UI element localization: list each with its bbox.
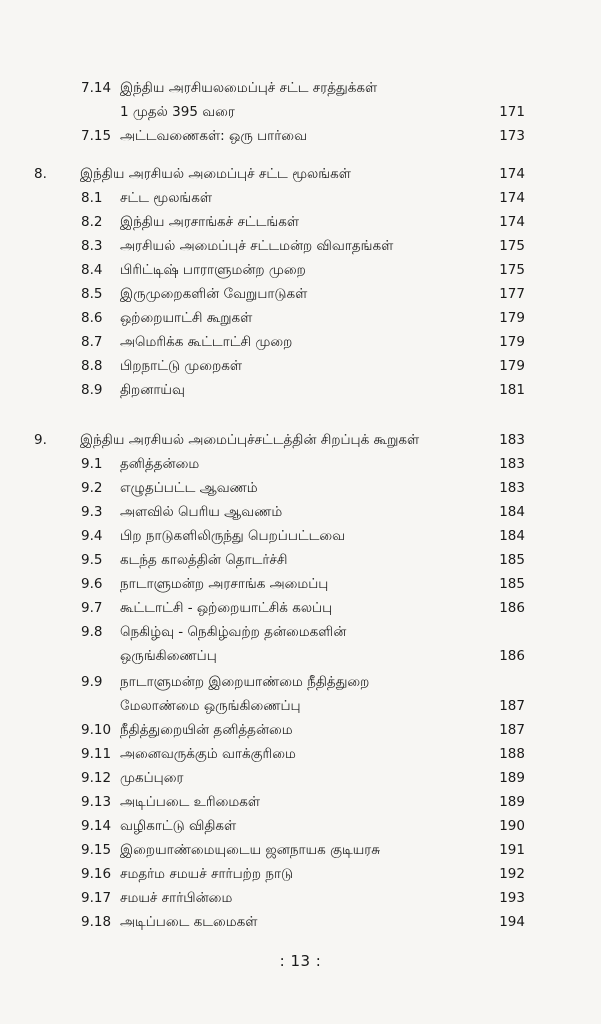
toc-entry-9-6 bbox=[0, 572, 601, 596]
entry-title: அடிப்படை உரிமைகள் bbox=[120, 794, 261, 810]
toc-entry-9-16 bbox=[0, 862, 601, 886]
entry-number: 9.10 bbox=[81, 722, 112, 738]
entry-number: 7.15 bbox=[81, 128, 112, 144]
entry-page: 185 bbox=[499, 576, 525, 592]
entry-page: 187 bbox=[499, 722, 525, 738]
toc-entry-9-14 bbox=[0, 814, 601, 838]
entry-number: 8.5 bbox=[81, 286, 103, 302]
entry-title: கடந்த காலத்தின் தொடர்ச்சி bbox=[120, 552, 288, 568]
chapter-number: 9. bbox=[34, 432, 47, 448]
entry-title: சட்ட மூலங்கள் bbox=[120, 190, 213, 206]
entry-page: 186 bbox=[499, 648, 525, 664]
entry-number: 9.12 bbox=[81, 770, 112, 786]
entry-number: 9.18 bbox=[81, 914, 112, 930]
entry-number: 9.2 bbox=[81, 480, 103, 496]
entry-title: பிரிட்டிஷ் பாராளுமன்ற முறை bbox=[120, 262, 306, 278]
chapter-page: 174 bbox=[499, 166, 525, 182]
entry-number: 8.9 bbox=[81, 382, 103, 398]
entry-page: 183 bbox=[499, 456, 525, 472]
entry-title: நாடாளுமன்ற அரசாங்க அமைப்பு bbox=[120, 576, 329, 592]
entry-number: 8.1 bbox=[81, 190, 103, 206]
entry-title: இறையாண்மையுடைய ஜனநாயக குடியரசு bbox=[120, 842, 381, 858]
toc-entry-9-5 bbox=[0, 548, 601, 572]
toc-entry-7-14 bbox=[0, 76, 601, 100]
toc-entry-8-5 bbox=[0, 282, 601, 306]
entry-number: 9.8 bbox=[81, 624, 103, 640]
entry-page: 177 bbox=[499, 286, 525, 302]
toc-entry-9-12 bbox=[0, 766, 601, 790]
entry-number: 9.5 bbox=[81, 552, 103, 568]
entry-page: 175 bbox=[499, 262, 525, 278]
entry-page: 185 bbox=[499, 552, 525, 568]
toc-entry-9-18 bbox=[0, 910, 601, 934]
entry-title: சமதர்ம சமயச் சார்பற்ற நாடு bbox=[120, 866, 294, 882]
entry-title: அட்டவணைகள்: ஒரு பார்வை bbox=[120, 128, 307, 144]
entry-title: அமெரிக்க கூட்டாட்சி முறை bbox=[120, 334, 293, 350]
entry-page: 173 bbox=[499, 128, 525, 144]
entry-title: திறனாய்வு bbox=[120, 382, 185, 398]
entry-number: 9.13 bbox=[81, 794, 112, 810]
entry-page: 193 bbox=[499, 890, 525, 906]
entry-title: 1 முதல் 395 வரை bbox=[120, 104, 235, 120]
entry-number: 9.15 bbox=[81, 842, 112, 858]
toc-entry-7-15 bbox=[0, 124, 601, 148]
entry-number: 9.17 bbox=[81, 890, 112, 906]
toc-entry-9-13 bbox=[0, 790, 601, 814]
chapter-title: இந்திய அரசியல் அமைப்புச்சட்டத்தின் சிறப்புக் கூறுகள் bbox=[80, 432, 420, 448]
toc-entry-9-7 bbox=[0, 596, 601, 620]
entry-page: 187 bbox=[499, 698, 525, 714]
entry-number: 9.4 bbox=[81, 528, 103, 544]
entry-number: 9.1 bbox=[81, 456, 103, 472]
toc-entry-9-15 bbox=[0, 838, 601, 862]
entry-number: 9.6 bbox=[81, 576, 103, 592]
entry-number: 9.9 bbox=[81, 674, 103, 690]
entry-page: 192 bbox=[499, 866, 525, 882]
entry-title: ஒருங்கிணைப்பு bbox=[120, 648, 217, 664]
entry-title: அளவில் பெரிய ஆவணம் bbox=[120, 504, 283, 520]
entry-title: இந்திய அரசாங்கச் சட்டங்கள் bbox=[120, 214, 300, 230]
toc-entry-8-4 bbox=[0, 258, 601, 282]
toc-entry-9-10 bbox=[0, 718, 601, 742]
toc-entry-9-11 bbox=[0, 742, 601, 766]
entry-page: 179 bbox=[499, 358, 525, 374]
toc-entry-8-1 bbox=[0, 186, 601, 210]
entry-title: இருமுறைகளின் வேறுபாடுகள் bbox=[120, 286, 308, 302]
entry-title: பிறநாட்டு முறைகள் bbox=[120, 358, 243, 374]
toc-entry-9-17 bbox=[0, 886, 601, 910]
entry-title: எழுதப்பட்ட ஆவணம் bbox=[120, 480, 258, 496]
entry-title: ஒற்றையாட்சி கூறுகள் bbox=[120, 310, 253, 326]
toc-entry-8-2 bbox=[0, 210, 601, 234]
page-number: : 13 : bbox=[279, 952, 322, 970]
chapter-title: இந்திய அரசியல் அமைப்புச் சட்ட மூலங்கள் bbox=[80, 166, 351, 182]
entry-title: நாடாளுமன்ற இறையாண்மை நீதித்துறை bbox=[120, 674, 370, 690]
toc-entry-9-3 bbox=[0, 500, 601, 524]
toc-entry-9-8-cont bbox=[0, 644, 601, 668]
entry-page: 174 bbox=[499, 190, 525, 206]
entry-page: 189 bbox=[499, 794, 525, 810]
toc-entry-9-4 bbox=[0, 524, 601, 548]
entry-page: 179 bbox=[499, 334, 525, 350]
entry-page: 174 bbox=[499, 214, 525, 230]
entry-title: தனித்தன்மை bbox=[120, 456, 200, 472]
toc-entry-9-1 bbox=[0, 452, 601, 476]
entry-page: 179 bbox=[499, 310, 525, 326]
entry-number: 9.11 bbox=[81, 746, 112, 762]
toc-entry-9-8 bbox=[0, 620, 601, 644]
toc-entry-8-7 bbox=[0, 330, 601, 354]
entry-page: 175 bbox=[499, 238, 525, 254]
chapter-page: 183 bbox=[499, 432, 525, 448]
entry-title: கூட்டாட்சி - ஒற்றையாட்சிக் கலப்பு bbox=[120, 600, 333, 616]
toc-entry-9-2 bbox=[0, 476, 601, 500]
entry-title: அனைவருக்கும் வாக்குரிமை bbox=[120, 746, 296, 762]
entry-page: 184 bbox=[499, 528, 525, 544]
entry-page: 171 bbox=[499, 104, 525, 120]
entry-page: 181 bbox=[499, 382, 525, 398]
entry-number: 8.7 bbox=[81, 334, 103, 350]
entry-title: அரசியல் அமைப்புச் சட்டமன்ற விவாதங்கள் bbox=[120, 238, 394, 254]
entry-page: 186 bbox=[499, 600, 525, 616]
entry-number: 7.14 bbox=[81, 80, 112, 96]
entry-number: 9.14 bbox=[81, 818, 112, 834]
entry-page: 189 bbox=[499, 770, 525, 786]
entry-title: பிற நாடுகளிலிருந்து பெறப்பட்டவை bbox=[120, 528, 346, 544]
toc-entry-9-9-cont bbox=[0, 694, 601, 718]
entry-page: 184 bbox=[499, 504, 525, 520]
chapter-number: 8. bbox=[34, 166, 47, 182]
entry-title: சமயச் சார்பின்மை bbox=[120, 890, 233, 906]
entry-number: 9.7 bbox=[81, 600, 103, 616]
entry-title: மேலாண்மை ஒருங்கிணைப்பு bbox=[120, 698, 301, 714]
entry-number: 9.3 bbox=[81, 504, 103, 520]
entry-title: வழிகாட்டு விதிகள் bbox=[120, 818, 237, 834]
toc-entry-8-6 bbox=[0, 306, 601, 330]
toc-chapter-8 bbox=[0, 162, 601, 186]
entry-title: அடிப்படை கடமைகள் bbox=[120, 914, 258, 930]
toc-entry-8-3 bbox=[0, 234, 601, 258]
entry-title: நீதித்துறையின் தனித்தன்மை bbox=[120, 722, 293, 738]
toc-entry-8-9 bbox=[0, 378, 601, 402]
toc-chapter-9 bbox=[0, 428, 601, 452]
entry-page: 188 bbox=[499, 746, 525, 762]
toc-entry-8-8 bbox=[0, 354, 601, 378]
entry-number: 8.2 bbox=[81, 214, 103, 230]
toc-entry-7-14-cont bbox=[0, 100, 601, 124]
entry-page: 191 bbox=[499, 842, 525, 858]
entry-number: 8.4 bbox=[81, 262, 103, 278]
entry-number: 9.16 bbox=[81, 866, 112, 882]
entry-title: இந்திய அரசியலமைப்புச் சட்ட சரத்துக்கள் bbox=[120, 80, 378, 96]
entry-page: 183 bbox=[499, 480, 525, 496]
entry-number: 8.3 bbox=[81, 238, 103, 254]
entry-title: முகப்புரை bbox=[120, 770, 184, 786]
entry-number: 8.8 bbox=[81, 358, 103, 374]
entry-number: 8.6 bbox=[81, 310, 103, 326]
entry-title: நெகிழ்வு - நெகிழ்வற்ற தன்மைகளின் bbox=[120, 624, 347, 640]
entry-page: 190 bbox=[499, 818, 525, 834]
entry-page: 194 bbox=[499, 914, 525, 930]
toc-entry-9-9 bbox=[0, 670, 601, 694]
